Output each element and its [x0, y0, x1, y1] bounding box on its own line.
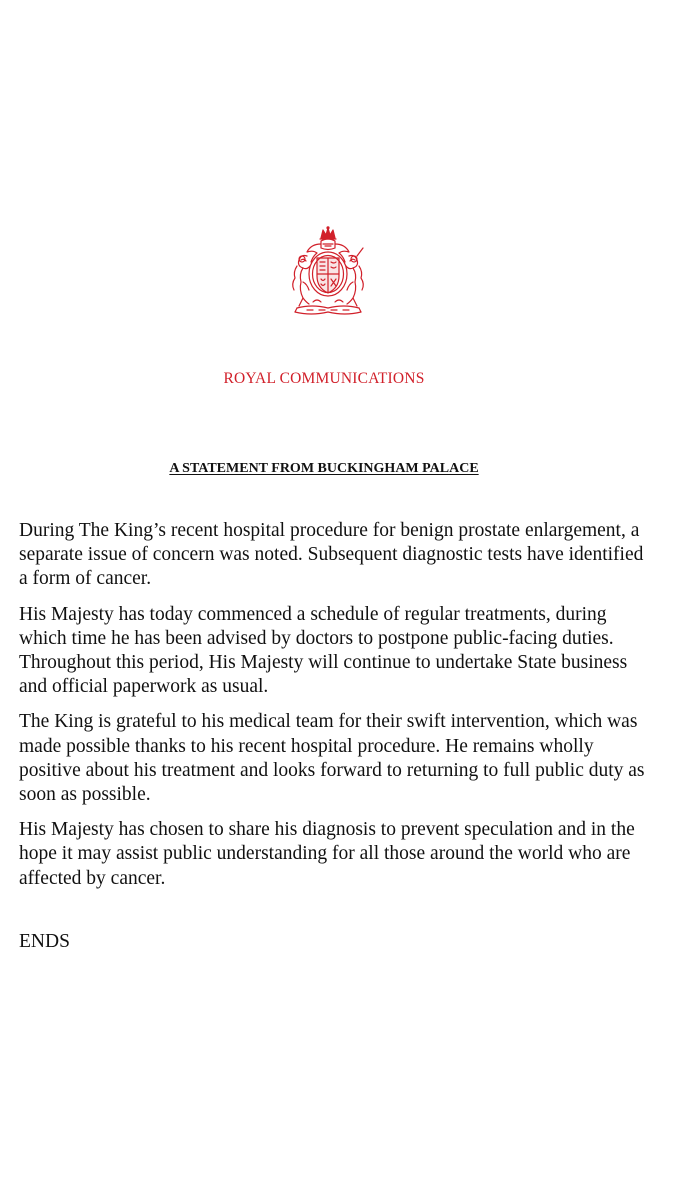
paragraph: His Majesty has chosen to share his diagnosis to prevent speculation and in the hope it may assist public understanding for all those around the world who are affected by cancer. [19, 819, 635, 889]
paragraph: During The King’s recent hospital procedure for benign prostate enlargement, a separate issue of concern was noted. Subsequent diagnostic tests have identified a form of cancer. [19, 520, 644, 590]
ends-marker: ENDS [19, 931, 70, 952]
paragraph: His Majesty has today commenced a schedule of regular treatments, during which time he has been advised by doctors to postpone public-facing duties. Throughout this period, His Majesty will continue to undertake State business and official paperwork as usual. [19, 603, 628, 698]
organization-name: ROYAL COMMUNICATIONS [223, 370, 425, 387]
lion-supporter-icon [293, 256, 310, 307]
crown-icon [320, 227, 336, 239]
paragraph: The King is grateful to his medical team for their swift intervention, which was made possible thanks to his recent hospital procedure. He remains wholly positive about his treatment and looks forward to returning to full public duty as soon as possible. [19, 711, 645, 806]
royal-coat-of-arms-icon [277, 226, 379, 322]
unicorn-supporter-icon [346, 248, 363, 306]
document-title: A STATEMENT FROM BUCKINGHAM PALACE [169, 461, 479, 476]
statement-body [19, 519, 649, 902]
